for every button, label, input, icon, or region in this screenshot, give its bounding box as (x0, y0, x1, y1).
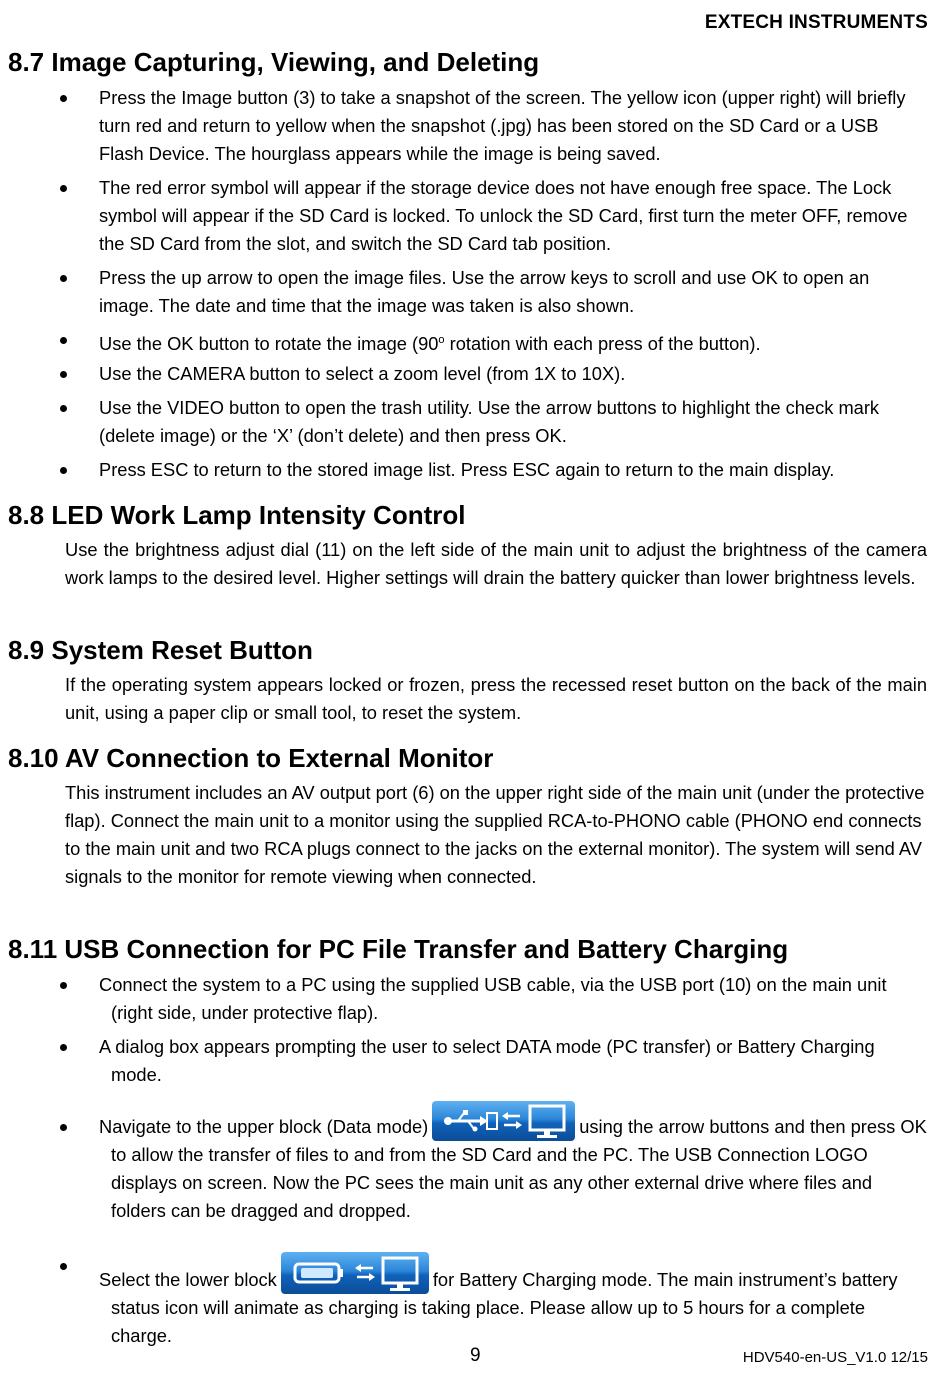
bullet-icon (60, 275, 67, 282)
section-title-8-9: 8.9 System Reset Button (8, 635, 313, 665)
bullet-icon (60, 467, 67, 474)
list-item: A dialog box appears prompting the user to select DATA mode (PC transfer) or Battery Charging mode. (99, 1033, 927, 1089)
list-item: Press the up arrow to open the image files. Use the arrow keys to scroll and use OK to open an image. The date and time that the image was taken is also shown. (99, 264, 927, 320)
bullet-icon (60, 185, 67, 192)
section-body-8-10: This instrument includes an AV output port (6) on the upper right side of the main unit (under the protective flap). Connect the main unit to a monitor using the supplied RCA-to-PHONO cable (PHONO end connects to the main unit and two RCA plugs connect to the jacks on the external monitor). The system will send AV signals to the monitor for remote viewing when connected. (65, 782, 925, 887)
section-title-8-8: 8.8 LED Work Lamp Intensity Control (8, 500, 466, 530)
list-item: Press the Image button (3) to take a snapshot of the screen. The yellow icon (upper right) will briefly turn red and return to yellow when the snapshot (.jpg) has been stored on the SD Card or a USB Flash Device. The hourglass appears while the image is being saved. (99, 84, 927, 168)
list-item: Navigate to the upper block (Data mode) using the arrow buttons and then press OK to allow the transfer of files to and from the SD Card and the PC. The USB Connection LOGO displays on screen. Now the PC sees the main unit as any other external drive where files and folders can be dragged and dropped. (99, 1113, 927, 1225)
bullet-icon (60, 1263, 67, 1270)
list-item: Select the lower block for Battery Charging mode. The main instrument’s battery status icon will animate as charging is taking place. Please allow up to 5 hours for a complete charge. (99, 1252, 927, 1350)
list-item: The red error symbol will appear if the storage device does not have enough free space. The Lock symbol will appear if the SD Card is locked. To unlock the SD Card, first turn the meter OFF, remove the SD Card from the slot, and switch the SD Card tab position. (99, 174, 927, 258)
list-item: Connect the system to a PC using the supplied USB cable, via the USB port (10) on the main unit (right side, under protective flap). (99, 971, 927, 1027)
list-item: Use the VIDEO button to open the trash utility. Use the arrow buttons to highlight the check mark (delete image) or the ‘X’ (don’t delete) and then press OK. (99, 394, 927, 450)
brand-header: EXTECH INSTRUMENTS (704, 12, 928, 33)
bullet-icon (60, 1124, 67, 1131)
section-body-8-9: If the operating system appears locked or frozen, press the recessed reset button on the back of the main unit, using a paper clip or small tool, to reset the system. (65, 674, 927, 723)
bullet-icon (60, 95, 67, 102)
list-item: Use the CAMERA button to select a zoom level (from 1X to 10X). (99, 360, 927, 388)
battery-to-monitor-icon (281, 1252, 429, 1294)
bullet-icon (60, 337, 67, 344)
bullet-icon (60, 405, 67, 412)
section-title-8-10: 8.10 AV Connection to External Monitor (8, 743, 494, 773)
bullet-icon (60, 371, 67, 378)
section-title-8-11: 8.11 USB Connection for PC File Transfer and Battery Charging (8, 934, 789, 964)
document-code: HDV540-en-US_V1.0 12/15 (742, 1349, 928, 1366)
list-item: Use the OK button to rotate the image (90$^o$ rotation with each press of the button). (99, 326, 927, 358)
bullet-icon (60, 1044, 67, 1051)
list-item: Press ESC to return to the stored image list. Press ESC again to return to the main display. (99, 456, 927, 484)
usb-to-monitor-icon (432, 1101, 575, 1141)
section-title-8-7: 8.7 Image Capturing, Viewing, and Deleting (8, 47, 540, 77)
page-number: 9 (470, 1345, 481, 1366)
section-body-8-8: Use the brightness adjust dial (11) on the left side of the main unit to adjust the brightness of the camera work lamps to the desired level. Higher settings will drain the battery quicker than lower brightness levels. (65, 539, 927, 588)
bullet-icon (60, 982, 67, 989)
